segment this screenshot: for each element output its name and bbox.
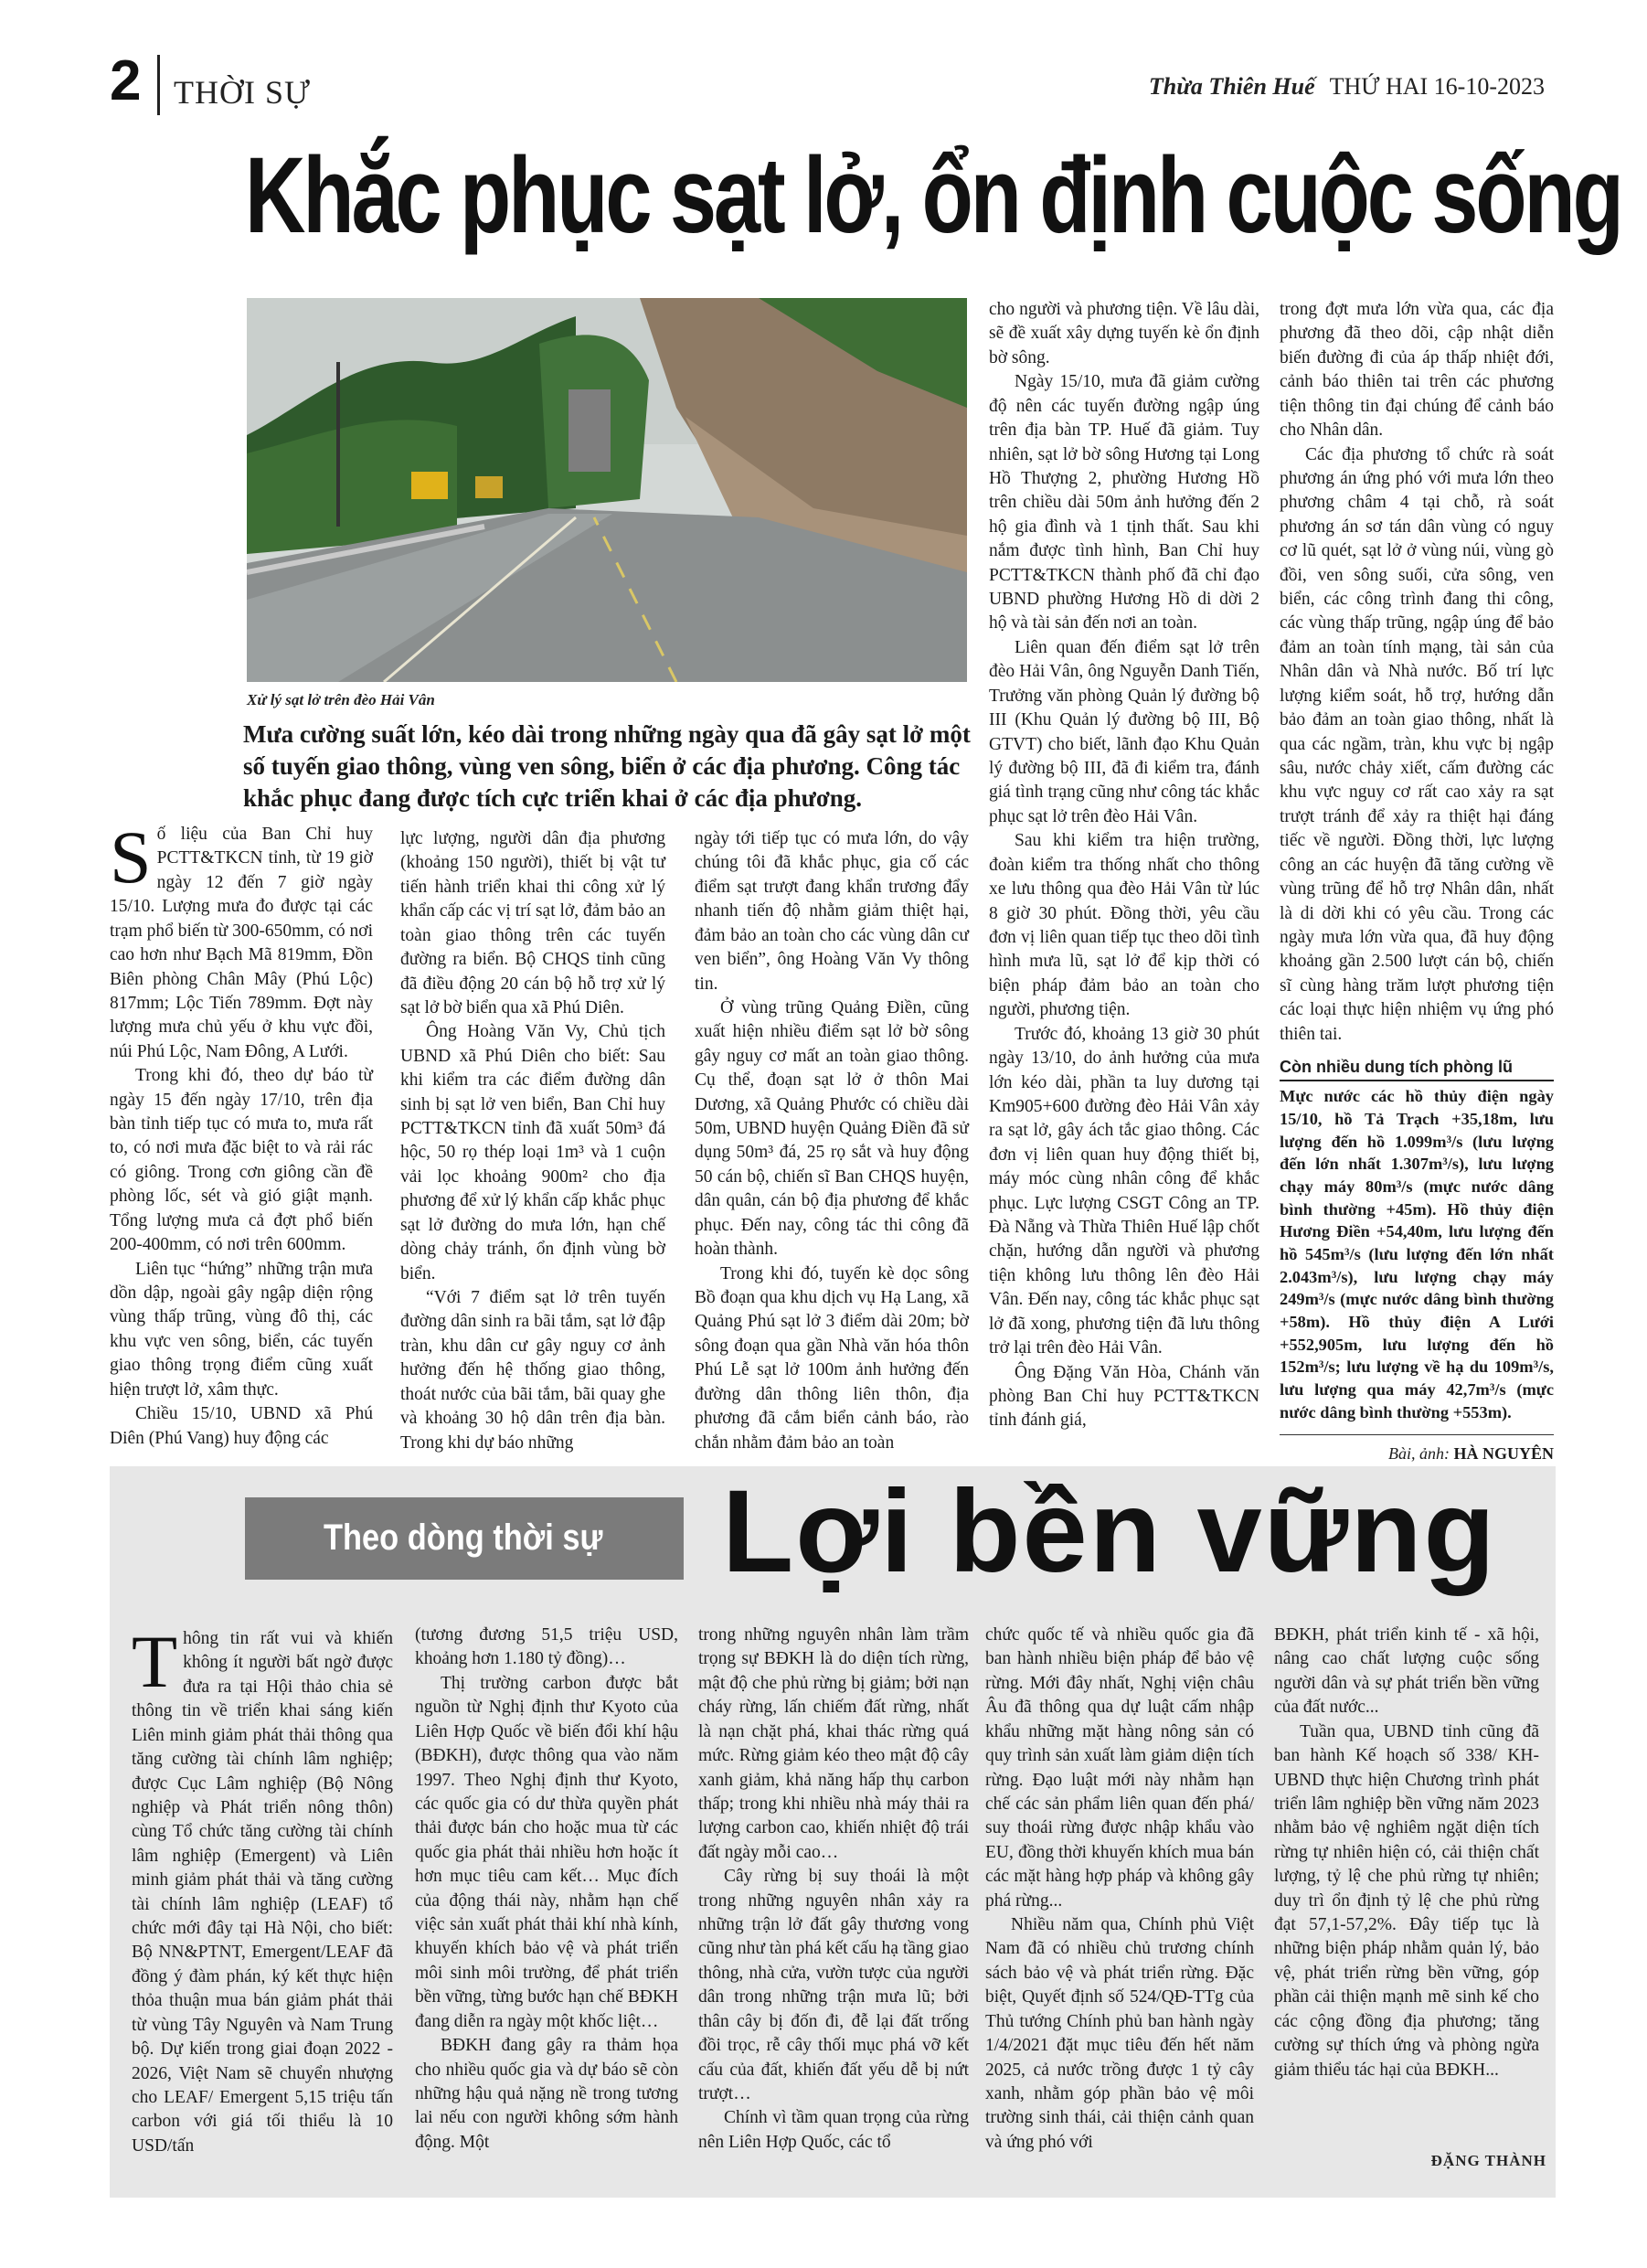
paragraph: Trong khi đó, theo dự báo từ ngày 15 đến ngày 17/10, trên địa bàn tỉnh tiếp tục có mưa to, mưa rất to, có nơi mưa đặc biệt to và rải rác có giông. Trong cơn giông cần đề phòng lốc, sét và gió giật mạnh. Tổng lượng mưa cả đợt phổ biến 200-400mm, có nơi trên 600mm. (110, 1066, 373, 1255)
paragraph: Sau khi kiểm tra hiện trường, đoàn kiểm tra thống nhất cho thông xe lưu thông qua đèo Hải Vân từ lúc 8 giờ 30 phút. Đồng thời, yêu cầu đơn vị liên quan tiếp tục theo dõi tình hình mưa lũ, sạt lở để kịp thời có biện pháp đảm bảo an toàn cho người, phương tiện. (989, 831, 1259, 1020)
article1-byline (1280, 1443, 1554, 1464)
paragraph: Cây rừng bị suy thoái là một trong những nguyên nhân xảy ra những trận lở đất gây thương vong cũng như tàn phá kết cấu hạ tầng giao thông, nhà cửa, vườn tược của người dân trong những trận mưa lũ; bởi thân cây bị đốn đi, đễ lại đất trống đồi trọc, rễ cây thối mục phá vỡ kết cấu của đất, khiến đất yếu dễ bị nứt trượt… (698, 1867, 969, 2104)
article1-column-2 (400, 827, 665, 1455)
article1-column-4 (989, 298, 1259, 1433)
paragraph: BĐKH, phát triển kinh tế - xã hội, nâng cao chất lượng cuộc sống người dân và sự phát triển bền vững của đất nước... (1274, 1625, 1539, 1718)
sidebar-box-text: Mực nước các hồ thủy điện ngày 15/10, hồ Tả Trạch +35,18m, lưu lượng đến hồ 1.099m³/s (lưu lượng đến lớn nhất 1.307m³/s), lưu lượng chạy máy 80m³/s (mực nước dâng bình thường +45m). Hồ thủy điện Hương Điền +54,40m, lưu lượng đến hồ 545m³/s (lưu lượng đến lớn nhất 2.043m³/s), lưu lượng chạy máy 249m³/s (mực nước dâng bình thường +58m). Hồ thủy điện A Lưới +552,905m, lưu lượng đến hồ 152m³/s; lưu lượng về hạ du 109m³/s, lưu lượng qua máy 42,7m³/s (mực nước dâng bình thường +553m). (1280, 1087, 1554, 1421)
paragraph: Các địa phương tổ chức rà soát phương án ứng phó với mưa lớn theo phương châm 4 tại chỗ, rà soát phương án sơ tán dân vùng có nguy cơ lũ quét, sạt lở ở vùng núi, vùng gò đồi, ven sông suối, cửa sông, ven biển, các công trình đang thi công, các vùng thấp trũng, ngập úng để bảo đảm an toàn tính mạng, tài sản của Nhân dân và Nhà nước. Bố trí lực lượng kiểm soát, hỗ trợ, hướng dẫn bảo đảm an toàn giao thông, nhất là qua các ngầm, tràn, khu vực bị ngập sâu, nước chảy xiết, cấm đường các khu vực nguy cơ rất cao xảy ra sạt trượt tránh để xảy ra thiệt hại đáng tiếc về người. Đồng thời, lực lượng công an các huyện đã tăng cường về vùng trũng để hỗ trợ Nhân dân, nhất là di dời khi có yêu cầu. Trong các ngày mưa lớn vừa qua, đã huy động khoảng gần 2.500 lượt cán bộ, chiến sĩ cùng hàng trăm lượt phương tiện các loại thực hiện nhiệm vụ ứng phó thiên tai. (1280, 444, 1554, 1044)
paragraph-text: hông tin rất vui và khiến không ít người bất ngờ được đưa ra tại Hội thảo chia sẻ thông tin về triển khai sáng kiến Liên minh giảm phát thải thông qua tăng cường tài chính lâm nghiệp; được Cục Lâm nghiệp (Bộ Nông nghiệp và Phát triển nông thôn) cùng Tổ chức tăng cường tài chính lâm nghiệp (Emergent) và Liên minh giảm phát thải và tăng cường tài chính lâm nghiệp (LEAF) tổ chức mới đây tại Hà Nội, cho biết: Bộ NN&PTNT, Emergent/LEAF đã đồng ý đàm phán, ký kết thực hiện thỏa thuận mua bán giảm phát thải từ vùng Tây Nguyên và Nam Trung bộ. Dự kiến trong giai đoạn 2022 - 2026, Việt Nam sẽ chuyển nhượng cho LEAF/ Emergent 5,15 triệu tấn carbon với giá tối thiểu là 10 USD/tấn (132, 1629, 393, 2156)
box-divider (1280, 1434, 1554, 1435)
article2-byline: ĐẶNG THÀNH (1430, 2152, 1546, 2169)
article2-column-3 (698, 1624, 969, 2155)
paragraph: Thị trường carbon được bắt nguồn từ Nghị định thư Kyoto của Liên Hợp Quốc về biến đổi khí hậu (BĐKH), được thông qua vào năm 1997. Theo Nghị định thư Kyoto, các quốc gia có dư thừa quyền phát thải được bán cho hoặc mua từ các quốc gia phát thải nhiều hơn hoặc ít hơn mục tiêu cam kết… Mục đích của động thái này, nhằm hạn chế việc sản xuất phát thải khí nhà kính, khuyến khích bảo vệ và phát triển môi sinh môi trường, để phát triển bền vững, từng bước hạn chế BĐKH đang diễn ra ngày một khốc liệt… (415, 1673, 678, 2031)
paragraph: Trong khi đó, tuyến kè dọc sông Bồ đoạn qua khu dịch vụ Hạ Lang, xã Quảng Phú sạt lở 3 điểm dài 20m; bờ sông đoạn qua gần Nhà văn hóa thôn Phú Lễ sạt lở 100m ảnh hưởng đến đường dân thông liên thôn, địa phương đã cắm biển cảnh báo, rào chắn nhằm đảm bảo an toàn (695, 1263, 969, 1453)
kicker-text: Theo dòng thời sự (324, 1517, 603, 1558)
paragraph: Chính vì tầm quan trọng của rừng nên Liên Hợp Quốc, các tổ (698, 2108, 969, 2152)
paragraph: Ông Đặng Văn Hòa, Chánh văn phòng Ban Chỉ huy PCTT&TKCN tỉnh đánh giá, (989, 1362, 1259, 1431)
paragraph: Trước đó, khoảng 13 giờ 30 phút ngày 13/10, do ảnh hưởng của mưa lớn kéo dài, phần ta luy dương tại Km905+600 đường đèo Hải Vân xảy ra sạt lở, gây ách tắc giao thông. Các đơn vị liên quan huy động thiết bị, máy móc cùng nhân công để khắc phục. Lực lượng CSGT Công an TP. Đà Nẵng và Thừa Thiên Huế lập chốt chặn, hướng dẫn người và phương tiện không lưu thông lên đèo Hải Vân. Đến nay, công tác khắc phục sạt lở đã xong, phương tiện đã lưu thông trở lại trên đèo Hải Vân. (989, 1024, 1259, 1358)
byline-label: Bài, ảnh: (1387, 1444, 1450, 1464)
photo-caption: Xử lý sạt lở trên đèo Hải Vân (247, 691, 435, 708)
article2-column-2 (415, 1624, 678, 2155)
article1-column-5 (1280, 298, 1554, 1465)
header-divider (157, 55, 160, 115)
article2-column-5 (1274, 1624, 1539, 2082)
article1-column-1 (110, 815, 373, 1451)
paragraph: Nhiều năm qua, Chính phủ Việt Nam đã có nhiều chủ trương chính sách bảo vệ và phát triển rừng. Đặc biệt, Quyết định số 524/QĐ-TTg của Thủ tướng Chính phủ ban hành ngày 1/4/2021 đặt mục tiêu đến hết năm 2025, cả nước trồng được 1 tỷ cây xanh, nhằm góp phần bảo vệ môi trường sinh thái, cải thiện cảnh quan và ứng phó với (985, 1915, 1254, 2152)
drop-cap: S (110, 815, 152, 899)
paragraph: Liên tục “hứng” những trận mưa dồn dập, ngoài gây ngập diện rộng vùng thấp trũng, vùng đô thị, các khu vực ven sông, biển, các tuyến giao thông trọng điểm cũng xuất hiện trượt lở, xâm thực. (110, 1259, 373, 1400)
drop-cap: T (132, 1620, 178, 1703)
paragraph: Tuần qua, UBND tỉnh cũng đã ban hành Kế hoạch số 338/ KH-UBND thực hiện Chương trình phát triển lâm nghiệp bền vững năm 2023 nhằm bảo vệ nghiêm ngặt diện tích rừng tự nhiên hiện có, cải thiện chất lượng, tỷ lệ che phủ rừng tự nhiên; duy trì ổn định tỷ lệ che phủ rừng đạt 57,1-57,2%. Đây tiếp tục là những biện pháp nhằm quản lý, bảo vệ, phát triển rừng bền vững, góp phần cải thiện mạnh mẽ sinh kế cho các cộng đồng địa phương; tăng cường sự thích ứng và phòng ngừa giảm thiểu tác hại của BĐKH... (1274, 1721, 1539, 2080)
paragraph: Ngày 15/10, mưa đã giảm cường độ nên các tuyến đường ngập úng trên địa bàn TP. Huế đã giảm. Tuy nhiên, sạt lở bờ sông Hương tại Long Hồ Thượng 2, phường Hương Hồ trên chiều dài 50m ảnh hưởng đến 2 hộ gia đình và 1 tịnh thất. Sau khi nắm được tình hình, Ban Chỉ huy PCTT&TKCN thành phố đã chỉ đạo UBND phường Hương Hồ di dời 2 hộ và tài sản đến nơi an toàn. (989, 372, 1259, 634)
column-kicker (245, 1497, 684, 1580)
sidebar-box-title: Còn nhiều dung tích phòng lũ (1280, 1056, 1554, 1081)
newspaper-name: Thừa Thiên Huế (1148, 73, 1315, 100)
paragraph: cho người và phương tiện. Về lâu dài, sẽ đề xuất xây dựng tuyến kè ổn định bờ sông. (989, 300, 1259, 367)
section-name: THỜI SỰ (174, 74, 311, 111)
paragraph: Ở vùng trũng Quảng Điền, cũng xuất hiện nhiều điểm sạt lở bờ sông gây nguy cơ mất an toàn giao thông. Cụ thể, đoạn sạt lở ở thôn Mai Dương, xã Quảng Phước có chiều dài 50m, UBND huyện Quảng Điền đã sử dụng 50m³ đá, 25 rọ sắt và huy động 50 cán bộ, chiến sĩ Ban CHQS huyện, dân quân, cán bộ địa phương để khắc phục. Đến nay, công tác thi công đã hoàn thành. (695, 997, 969, 1260)
paragraph (110, 815, 373, 1064)
paragraph: lực lượng, người dân địa phương (khoảng 150 người), thiết bị vật tư tiến hành triển khai thi công xử lý khẩn cấp các vị trí sạt lở, đảm bảo an toàn giao thông trên các tuyến đường ra biển. Bộ CHQS tỉnh cũng đã điều động 20 cán bộ hỗ trợ xử lý sạt lở bờ biển qua xã Phú Diên. (400, 829, 665, 1017)
paragraph: (tương đương 51,5 triệu USD, khoảng hơn 1.180 tỷ đồng)… (415, 1625, 678, 1669)
paragraph: ngày tới tiếp tục có mưa lớn, do vậy chúng tôi đã khắc phục, gia cố các điểm sạt trượt đang khẩn trương đẩy nhanh tiến độ nhằm giảm thiệt hại, đảm bảo an toàn cho các vùng dân cư ven biển”, ông Hoàng Văn Vy thông tin. (695, 829, 969, 994)
page-number: 2 (110, 49, 142, 112)
sidebar-box (1280, 1056, 1554, 1423)
byline-author: HÀ NGUYÊN (1453, 1444, 1554, 1464)
article1-column-3 (695, 827, 969, 1455)
article-sapo: Mưa cường suất lớn, kéo dài trong những ngày qua đã gây sạt lở một số tuyến giao thông, vùng ven sông, biển ở các địa phương. Công tác khắc phục đang được tích cực triển khai ở các địa phương. (243, 720, 971, 813)
issue-date: THỨ HAI 16-10-2023 (1329, 73, 1545, 100)
paragraph: “Với 7 điểm sạt lở trên tuyến đường dân sinh ra bãi tắm, sạt lở đập tràn, khu dân cư gây nguy cơ ảnh hưởng đến hệ thống giao thông, thoát nước của bãi tắm, bãi quay ghe và khoảng 30 hộ dân trên địa bàn. Trong khi dự báo những (400, 1288, 665, 1453)
paragraph: Chiều 15/10, UBND xã Phú Diên (Phú Vang) huy động các (110, 1404, 373, 1448)
paragraph: trong đợt mưa lớn vừa qua, các địa phương đã theo dõi, cập nhật diễn biến đường đi của áp thấp nhiệt đới, cảnh báo thiên tai trên các phương tiện thông tin đại chúng để cảnh báo cho Nhân dân. (1280, 300, 1554, 441)
article2-column-1 (132, 1620, 393, 2158)
article-headline: Khắc phục sạt lở, ổn định cuộc sống (245, 135, 1621, 256)
paragraph (132, 1620, 393, 2158)
masthead (1149, 73, 1545, 101)
paragraph: Ông Hoàng Văn Vy, Chủ tịch UBND xã Phú Diên cho biết: Sau khi kiểm tra các điểm đường dân sinh bị sạt lở ven biển, Ban Chỉ huy PCTT&TKCN tỉnh đã xuất 50m³ đá hộc, 50 rọ thép loại 1m³ và 1 cuộn vải lọc khoảng 900m² cho địa phương để xử lý khẩn cấp khắc phục sạt lở đường do mưa lớn, hạn chế dòng chảy tránh, ổn định vùng bờ biển. (400, 1022, 665, 1283)
paragraph: chức quốc tế và nhiều quốc gia đã ban hành nhiều biện pháp để bảo vệ rừng. Mới đây nhất, Nghị viện châu Âu đã thông qua dự luật cấm nhập khẩu những mặt hàng nông sản có quy trình sản xuất làm giảm diện tích rừng. Đạo luật mới này nhằm hạn chế các sản phẩm liên quan đến phá/ suy thoái rừng được nhập khẩu vào EU, đồng thời khuyến khích mua bán các mặt hàng hợp pháp và không gây phá rừng... (985, 1625, 1254, 1911)
opinion-headline: Lợi bền vững (722, 1466, 1497, 1597)
paragraph: Liên quan đến điểm sạt lở trên đèo Hải Vân, ông Nguyễn Danh Tiến, Trưởng văn phòng Quản lý đường bộ III (Khu Quản lý đường bộ III, Bộ GTVT) cho biết, lãnh đạo Khu Quản lý đường bộ III, đã đi kiểm tra, đánh giá tình trạng cũng như công tác khắc phục sạt lở trên đèo Hải Vân. (989, 637, 1259, 826)
paragraph: trong những nguyên nhân làm trầm trọng sự BĐKH là do diện tích rừng, mật độ che phủ rừng bị giảm; bởi nạn cháy rừng, lấn chiếm đất rừng, nhất là nạn chặt phá, khai thác rừng quá mức. Rừng giảm kéo theo mật độ cây xanh giảm, khả năng hấp thụ carbon thấp; trong khi nhiều nhà máy thải ra lượng carbon cao, khiến nhiệt độ trái đất ngày mỗi cao… (698, 1625, 969, 1862)
article2-column-4 (985, 1624, 1254, 2155)
paragraph-text: ố liệu của Ban Chỉ huy PCTT&TKCN tỉnh, từ 19 giờ ngày 12 đến 7 giờ ngày 15/10. Lượng mưa đo được tại các trạm phổ biến từ 300-650mm, có nơi cao hơn như Bạch Mã 819mm, Đồn Biên phòng Chân Mây (Phú Lộc) 817mm; Lộc Tiến 789mm. Đợt này lượng mưa chủ yếu ở khu vực đồi, núi Phú Lộc, Nam Đông, A Lưới. (110, 825, 373, 1061)
landslide-photo (247, 298, 967, 682)
paragraph: BĐKH đang gây ra thảm họa cho nhiều quốc gia và dự báo sẽ còn những hậu quả nặng nề trong tương lai nếu con người không sớm hành động. Một (415, 2036, 678, 2152)
